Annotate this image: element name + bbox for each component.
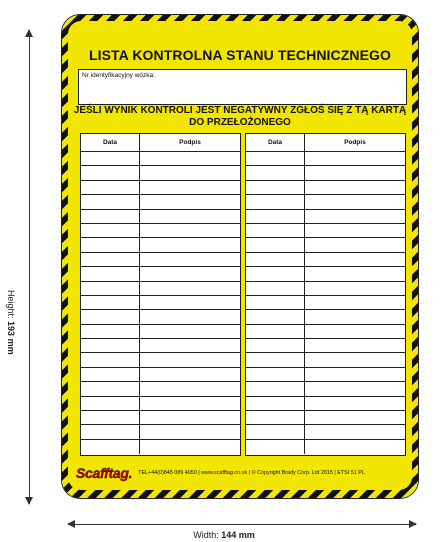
left-signature-header: Podpis xyxy=(179,139,201,146)
signature-cell[interactable] xyxy=(140,440,240,454)
table-row xyxy=(81,210,240,224)
width-prefix: Width: xyxy=(193,530,219,540)
signature-cell[interactable] xyxy=(140,325,240,338)
signature-cell[interactable] xyxy=(140,397,240,410)
date-cell[interactable] xyxy=(246,382,305,395)
table-row xyxy=(81,382,240,396)
date-cell[interactable] xyxy=(81,238,140,251)
date-cell[interactable] xyxy=(246,296,305,309)
signature-cell[interactable] xyxy=(305,339,405,352)
right-table-header xyxy=(246,134,405,152)
table-row xyxy=(246,397,405,411)
table-row xyxy=(246,267,405,281)
inspection-tag xyxy=(62,15,418,498)
table-row xyxy=(246,238,405,252)
height-prefix: Height: xyxy=(6,290,16,319)
signature-cell[interactable] xyxy=(140,382,240,395)
date-cell[interactable] xyxy=(81,267,140,280)
date-cell[interactable] xyxy=(81,224,140,237)
footer-contact-text: TEL+44(0)845 089 4050 | www.scafftag.co.uk | © Copyright Brady Corp. Ltd 2015 | ETSI 51 PL xyxy=(138,470,365,476)
signature-cell[interactable] xyxy=(305,152,405,165)
signature-cell[interactable] xyxy=(305,411,405,424)
table-row xyxy=(246,282,405,296)
date-cell[interactable] xyxy=(246,267,305,280)
date-cell[interactable] xyxy=(246,238,305,251)
date-cell[interactable] xyxy=(246,152,305,165)
table-row xyxy=(81,440,240,454)
signature-cell[interactable] xyxy=(305,282,405,295)
signature-cell[interactable] xyxy=(305,382,405,395)
table-row xyxy=(81,310,240,324)
table-row xyxy=(81,166,240,180)
right-record-table xyxy=(245,133,406,456)
date-cell[interactable] xyxy=(81,368,140,381)
date-cell[interactable] xyxy=(246,339,305,352)
signature-cell[interactable] xyxy=(140,166,240,179)
left-table-rows xyxy=(81,152,240,454)
date-cell[interactable] xyxy=(246,224,305,237)
warning-line-2: DO PRZEŁOŻONEGO xyxy=(189,116,291,128)
date-cell[interactable] xyxy=(81,353,140,366)
table-row xyxy=(246,325,405,339)
table-row xyxy=(246,253,405,267)
date-cell[interactable] xyxy=(246,181,305,194)
width-dimension-label xyxy=(0,530,448,540)
signature-cell[interactable] xyxy=(140,425,240,438)
table-row xyxy=(81,195,240,209)
signature-cell[interactable] xyxy=(305,238,405,251)
table-row xyxy=(81,282,240,296)
date-cell[interactable] xyxy=(81,440,140,454)
table-row xyxy=(81,181,240,195)
signature-cell[interactable] xyxy=(140,210,240,223)
signature-cell[interactable] xyxy=(140,195,240,208)
date-cell[interactable] xyxy=(246,166,305,179)
warning-line-1: JEŚLI WYNIK KONTROLI JEST NEGATYWNY ZGŁOŚ SIĘ Z TĄ KARTĄ xyxy=(73,105,407,116)
table-row xyxy=(246,382,405,396)
table-row xyxy=(246,166,405,180)
truck-id-label: Nr identyfikacyjny wózka: xyxy=(82,72,155,79)
right-table-rows xyxy=(246,152,405,454)
date-cell[interactable] xyxy=(246,411,305,424)
signature-cell[interactable] xyxy=(305,296,405,309)
signature-cell[interactable] xyxy=(305,210,405,223)
table-row xyxy=(246,353,405,367)
table-row xyxy=(81,296,240,310)
table-row xyxy=(246,310,405,324)
table-row xyxy=(246,224,405,238)
signature-cell[interactable] xyxy=(305,195,405,208)
table-row xyxy=(81,267,240,281)
date-cell[interactable] xyxy=(81,325,140,338)
signature-cell[interactable] xyxy=(305,397,405,410)
signature-cell[interactable] xyxy=(305,353,405,366)
scafftag-logo: Scafftag. xyxy=(76,465,133,481)
date-cell[interactable] xyxy=(81,339,140,352)
left-date-header: Data xyxy=(81,134,140,151)
table-row xyxy=(246,296,405,310)
table-row xyxy=(246,425,405,439)
signature-cell[interactable] xyxy=(305,368,405,381)
table-row xyxy=(246,339,405,353)
date-cell[interactable] xyxy=(81,195,140,208)
left-record-table xyxy=(80,133,241,456)
width-dimension-arrow xyxy=(68,524,416,525)
table-row xyxy=(246,210,405,224)
signature-cell[interactable] xyxy=(305,253,405,266)
date-cell[interactable] xyxy=(81,382,140,395)
table-row xyxy=(246,440,405,454)
table-row xyxy=(246,411,405,425)
date-cell[interactable] xyxy=(246,353,305,366)
date-cell[interactable] xyxy=(81,411,140,424)
signature-cell[interactable] xyxy=(140,282,240,295)
date-cell[interactable] xyxy=(246,282,305,295)
table-row xyxy=(81,411,240,425)
date-cell[interactable] xyxy=(81,310,140,323)
signature-cell[interactable] xyxy=(140,181,240,194)
width-value: 144 mm xyxy=(221,530,255,540)
table-row xyxy=(81,425,240,439)
table-row xyxy=(246,152,405,166)
date-cell[interactable] xyxy=(246,195,305,208)
date-cell[interactable] xyxy=(81,253,140,266)
date-cell[interactable] xyxy=(246,310,305,323)
right-signature-header: Podpis xyxy=(344,139,366,146)
table-row xyxy=(81,325,240,339)
date-cell[interactable] xyxy=(246,210,305,223)
left-table-header xyxy=(81,134,240,152)
date-cell[interactable] xyxy=(81,152,140,165)
table-row xyxy=(81,152,240,166)
table-row xyxy=(246,195,405,209)
table-row xyxy=(81,224,240,238)
date-cell[interactable] xyxy=(81,282,140,295)
table-row xyxy=(246,368,405,382)
table-row xyxy=(81,368,240,382)
date-cell[interactable] xyxy=(81,425,140,438)
height-dimension-arrow xyxy=(29,30,30,504)
table-row xyxy=(81,353,240,367)
date-cell[interactable] xyxy=(81,181,140,194)
signature-cell[interactable] xyxy=(140,353,240,366)
date-cell[interactable] xyxy=(246,397,305,410)
signature-cell[interactable] xyxy=(305,440,405,454)
table-row xyxy=(81,253,240,267)
signature-cell[interactable] xyxy=(305,267,405,280)
signature-cell[interactable] xyxy=(140,238,240,251)
warning-text xyxy=(68,105,412,128)
signature-cell[interactable] xyxy=(140,224,240,237)
table-row xyxy=(246,181,405,195)
tag-footer xyxy=(76,464,406,482)
date-cell[interactable] xyxy=(81,397,140,410)
date-cell[interactable] xyxy=(246,325,305,338)
date-cell[interactable] xyxy=(81,296,140,309)
signature-cell[interactable] xyxy=(140,267,240,280)
truck-id-field xyxy=(78,69,407,105)
signature-cell[interactable] xyxy=(140,152,240,165)
signature-cell[interactable] xyxy=(305,325,405,338)
date-cell[interactable] xyxy=(246,368,305,381)
date-cell[interactable] xyxy=(246,440,305,454)
signature-cell[interactable] xyxy=(140,310,240,323)
signature-cell[interactable] xyxy=(305,224,405,237)
date-cell[interactable] xyxy=(81,166,140,179)
signature-cell[interactable] xyxy=(140,411,240,424)
height-dimension-label xyxy=(6,290,16,355)
signature-cell[interactable] xyxy=(305,181,405,194)
signature-cell[interactable] xyxy=(305,425,405,438)
table-row xyxy=(81,339,240,353)
signature-cell[interactable] xyxy=(140,339,240,352)
tag-yellow-panel xyxy=(68,21,412,490)
height-value: 193 mm xyxy=(6,321,16,355)
signature-cell[interactable] xyxy=(305,166,405,179)
table-row xyxy=(81,238,240,252)
table-row xyxy=(81,397,240,411)
date-cell[interactable] xyxy=(246,425,305,438)
date-cell[interactable] xyxy=(81,210,140,223)
date-cell[interactable] xyxy=(246,253,305,266)
tag-title: LISTA KONTROLNA STANU TECHNICZNEGO xyxy=(88,47,392,63)
signature-cell[interactable] xyxy=(305,310,405,323)
signature-cell[interactable] xyxy=(140,368,240,381)
signature-cell[interactable] xyxy=(140,296,240,309)
signature-cell[interactable] xyxy=(140,253,240,266)
right-date-header: Data xyxy=(246,134,305,151)
